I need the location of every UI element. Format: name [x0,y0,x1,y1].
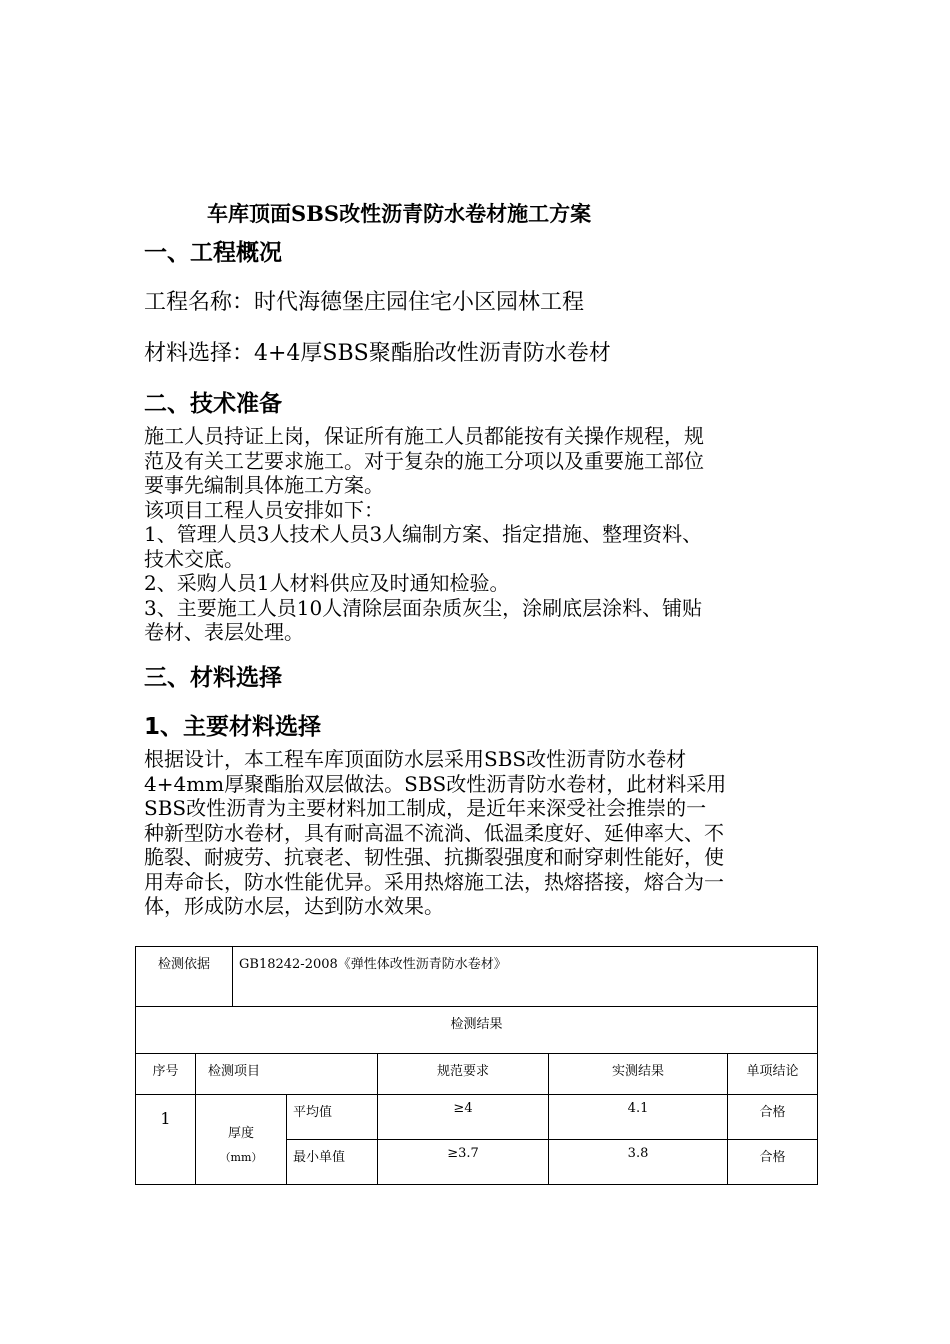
paragraph-line: 施工人员持证上岗，保证所有施工人员都能按有关操作规程，规 [144,424,704,448]
results-label: 检测结果 [136,1007,818,1054]
section-3-heading: 三、材料选择 [144,665,282,691]
paragraph-line: 技术交底。 [144,546,244,571]
table-row [136,1007,818,1054]
paragraph-line: 体，形成防水层，达到防水效果。 [144,894,444,918]
header-cell: 单项结论 [728,1054,818,1095]
result: 3.8 [549,1140,728,1185]
section-3-sub-heading: 1、主要材料选择 [144,714,322,740]
basis-value: GB18242-2008《弹性体改性沥青防水卷材》 [233,947,818,1007]
paragraph-line: SBS改性沥青为主要材料加工制成，是近年来深受社会推崇的一 [144,796,707,820]
paragraph-line: 3、主要施工人员10人清除层面杂质灰尘，涂刷底层涂料、铺贴 [144,595,703,620]
paragraph-line: 卷材、表层处理。 [144,620,304,644]
paragraph-line: 用寿命长，防水性能优异。采用热熔施工法，热熔搭接，熔合为一 [144,869,724,894]
project-name: 工程名称：时代海德堡庄园住宅小区园林工程 [144,290,585,315]
item-name: 厚度 [228,1126,255,1141]
paragraph-line: 要事先编制具体施工方案。 [144,473,384,497]
conclusion: 合格 [728,1140,818,1185]
table-row [136,1095,818,1140]
paragraph-line: 4+4mm厚聚酯胎双层做法。SBS改性沥青防水卷材，此材料采用 [144,771,727,796]
item-cell [196,1095,287,1185]
section-2-heading: 二、技术准备 [144,391,282,417]
row-number: 1 [136,1095,196,1185]
section-1-heading: 一、工程概况 [144,240,282,266]
item-unit: （mm） [219,1151,263,1164]
paragraph-line: 1、管理人员3人技术人员3人编制方案、指定措施、整理资料、 [144,522,703,546]
document-title: 车库顶面SBS改性沥青防水卷材施工方案 [207,201,592,226]
header-cell: 实测结果 [549,1054,728,1095]
section-3-body [144,747,809,919]
paragraph-line: 范及有关工艺要求施工。对于复杂的施工分项以及重要施工部位 [144,448,704,473]
sub-item: 最小单值 [287,1140,378,1185]
paragraph-line: 脆裂、耐疲劳、抗衰老、韧性强、抗撕裂强度和耐穿刺性能好，使 [144,845,724,869]
result: 4.1 [549,1095,728,1140]
paragraph-line: 2、采购人员1人材料供应及时通知检验。 [144,571,510,595]
table-row [136,947,818,1007]
sub-item: 平均值 [287,1095,378,1140]
requirement: ≥3.7 [378,1140,549,1185]
basis-label: 检测依据 [136,947,233,1007]
test-results-table [135,946,818,1185]
paragraph-line: 根据设计，本工程车库顶面防水层采用SBS改性沥青防水卷材 [144,747,687,771]
header-cell: 检测项目 [196,1054,378,1095]
conclusion: 合格 [728,1095,818,1140]
requirement: ≥4 [378,1095,549,1140]
material-selection: 材料选择：4+4厚SBS聚酯胎改性沥青防水卷材 [144,341,611,366]
table-header-row [136,1054,818,1095]
paragraph-line: 种新型防水卷材，具有耐高温不流淌、低温柔度好、延伸率大、不 [144,820,724,845]
header-cell: 规范要求 [378,1054,549,1095]
section-2-body [144,424,809,645]
paragraph-line: 该项目工程人员安排如下： [144,497,384,522]
header-cell: 序号 [136,1054,196,1095]
